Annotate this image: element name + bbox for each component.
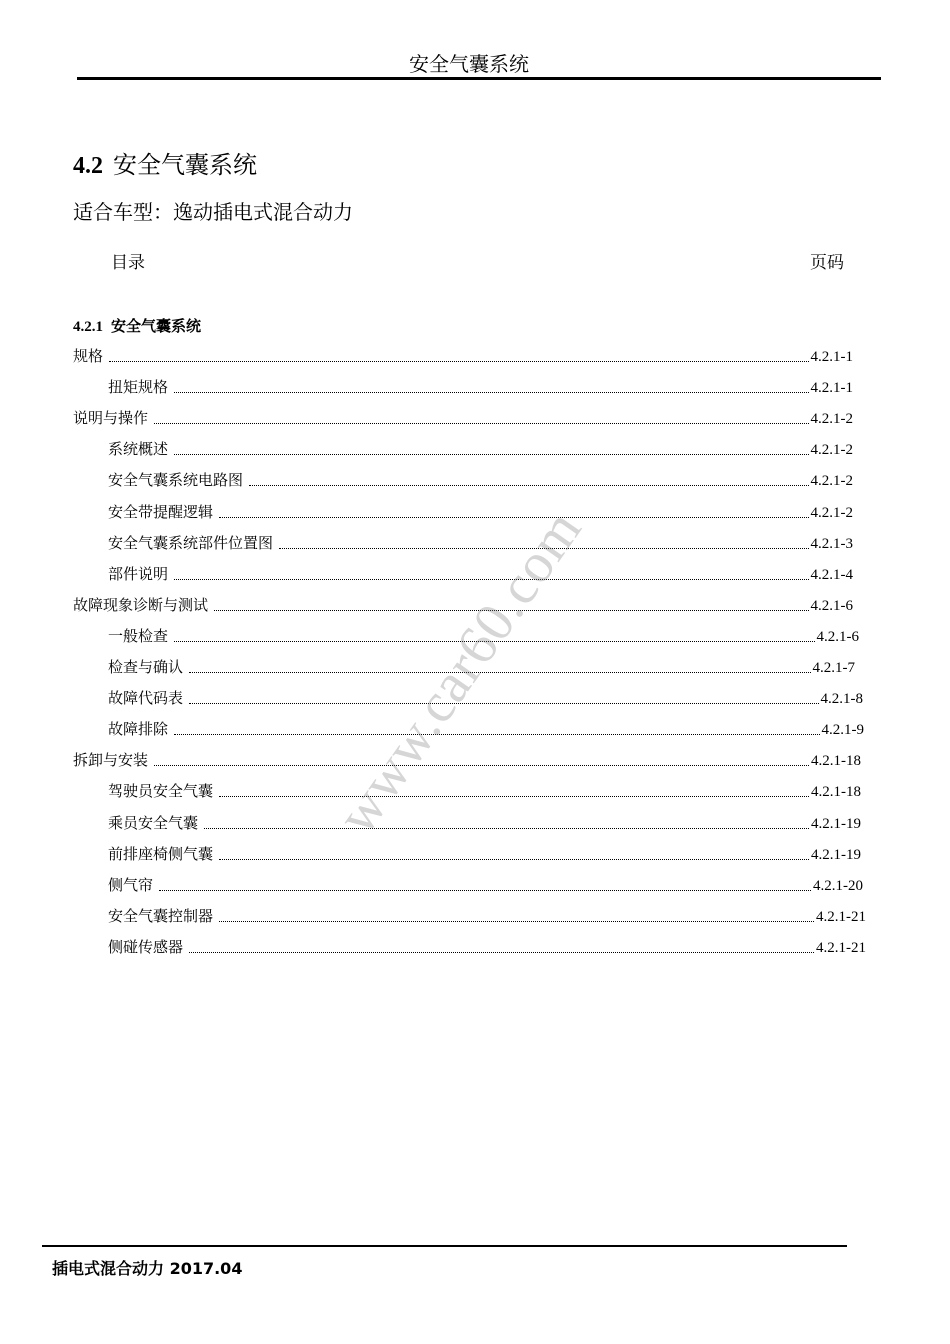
toc-dot-leader xyxy=(154,764,809,766)
toc-entry-label: 乘员安全气囊 xyxy=(108,813,199,832)
toc-entry-page: 4.2.1-4 xyxy=(810,566,853,583)
toc-dot-leader xyxy=(204,827,809,829)
toc-entry-label: 系统概述 xyxy=(108,440,169,459)
toc-entry-page: 4.2.1-2 xyxy=(810,411,853,428)
toc-dot-leader xyxy=(219,795,809,797)
toc-entry-label: 扭矩规格 xyxy=(108,378,169,397)
toc-entry-page: 4.2.1-21 xyxy=(816,908,866,925)
toc-entry[interactable] xyxy=(108,562,853,584)
toc-entry[interactable] xyxy=(108,779,861,801)
toc-header-page: 页码 xyxy=(810,253,844,273)
toc-dot-leader xyxy=(154,422,808,424)
page-header-title: 安全气囊系统 xyxy=(409,52,529,76)
subsection-number: 4.2.1 xyxy=(73,319,103,335)
toc-entry-label: 安全气囊系统部件位置图 xyxy=(108,533,274,552)
toc-entry[interactable] xyxy=(73,344,853,366)
toc-entry-label: 安全气囊系统电路图 xyxy=(108,471,244,490)
toc-header-contents: 目录 xyxy=(111,253,145,273)
toc-entry-label: 检查与确认 xyxy=(108,658,184,676)
footer-text: 插电式混合动力 2017.04 xyxy=(52,1259,243,1278)
toc-entry-label: 故障现象诊断与测试 xyxy=(73,595,209,614)
section-title: 安全气囊系统 xyxy=(113,151,257,179)
toc-entry-page: 4.2.1-20 xyxy=(813,877,863,894)
toc-entry[interactable] xyxy=(108,531,853,553)
toc-entry-page: 4.2.1-6 xyxy=(816,628,859,645)
toc-entry[interactable] xyxy=(108,811,861,833)
toc-entry-page: 4.2.1-8 xyxy=(820,691,863,708)
section-heading xyxy=(73,145,257,180)
toc-entry[interactable] xyxy=(108,437,853,459)
toc-dot-leader xyxy=(109,360,808,362)
toc-entry-label: 故障代码表 xyxy=(108,689,184,708)
toc-entry[interactable] xyxy=(108,468,853,490)
toc-entry-label: 侧气帘 xyxy=(108,875,154,894)
section-number: 4.2 xyxy=(73,153,103,179)
toc-entry[interactable] xyxy=(108,375,853,397)
toc-entry-label: 故障排除 xyxy=(108,720,169,739)
toc-dot-leader xyxy=(219,516,808,518)
toc-entry-page: 4.2.1-9 xyxy=(821,722,864,739)
toc-dot-leader xyxy=(174,733,819,735)
toc-entry-label: 一般检查 xyxy=(108,626,169,645)
toc-entry-page: 4.2.1-1 xyxy=(810,380,853,397)
toc-entry-page: 4.2.1-2 xyxy=(810,442,853,459)
watermark: www.car60.com xyxy=(325,498,594,846)
header-rule xyxy=(77,77,881,80)
toc-entry-label: 安全带提醒逻辑 xyxy=(108,502,214,521)
toc-entry-page: 4.2.1-1 xyxy=(810,349,853,365)
toc-entry[interactable] xyxy=(108,842,861,864)
toc-entry-page: 4.2.1-7 xyxy=(812,660,855,676)
toc-dot-leader xyxy=(174,453,808,455)
applicable-models: 适合车型：逸动插电式混合动力 xyxy=(73,200,353,224)
toc-entry-label: 拆卸与安装 xyxy=(73,751,149,770)
toc-dot-leader xyxy=(174,391,808,393)
toc-entry-page: 4.2.1-21 xyxy=(816,939,866,956)
toc-entry-page: 4.2.1-19 xyxy=(811,846,861,863)
toc-entry-page: 4.2.1-18 xyxy=(811,753,861,770)
toc-dot-leader xyxy=(189,951,814,953)
footer-rule xyxy=(42,1245,847,1247)
toc-entry-page: 4.2.1-2 xyxy=(810,504,853,521)
toc-entry[interactable] xyxy=(108,904,866,926)
toc-entry[interactable] xyxy=(108,717,864,739)
toc-entry[interactable] xyxy=(73,406,853,428)
toc-dot-leader xyxy=(249,484,808,486)
toc-dot-leader xyxy=(189,671,810,673)
toc-entry[interactable] xyxy=(108,873,863,895)
toc-entry-label: 部件说明 xyxy=(108,564,169,583)
toc-entry-page: 4.2.1-6 xyxy=(810,597,853,614)
toc-entry-page: 4.2.1-19 xyxy=(811,815,861,832)
toc-entry-label: 驾驶员安全气囊 xyxy=(108,782,214,801)
toc-dot-leader xyxy=(189,702,818,704)
toc-dot-leader xyxy=(159,889,811,891)
toc-entry-page: 4.2.1-2 xyxy=(810,473,853,490)
toc-entry[interactable] xyxy=(73,748,861,770)
toc-entry-label: 安全气囊控制器 xyxy=(108,906,214,925)
toc-dot-leader xyxy=(219,858,809,860)
toc-entry-page: 4.2.1-18 xyxy=(811,784,861,801)
toc-entry-label: 侧碰传感器 xyxy=(108,937,184,956)
toc-entry[interactable] xyxy=(108,935,866,957)
toc-entry-label: 说明与操作 xyxy=(73,409,149,428)
toc-entry[interactable] xyxy=(108,500,853,522)
toc-entry-label: 规格 xyxy=(73,347,104,365)
toc-dot-leader xyxy=(219,920,814,922)
toc-entry-label: 前排座椅侧气囊 xyxy=(108,844,214,863)
subsection-title: 安全气囊系统 xyxy=(111,317,202,335)
subsection-heading xyxy=(73,315,201,336)
toc-entry-page: 4.2.1-3 xyxy=(810,535,853,552)
